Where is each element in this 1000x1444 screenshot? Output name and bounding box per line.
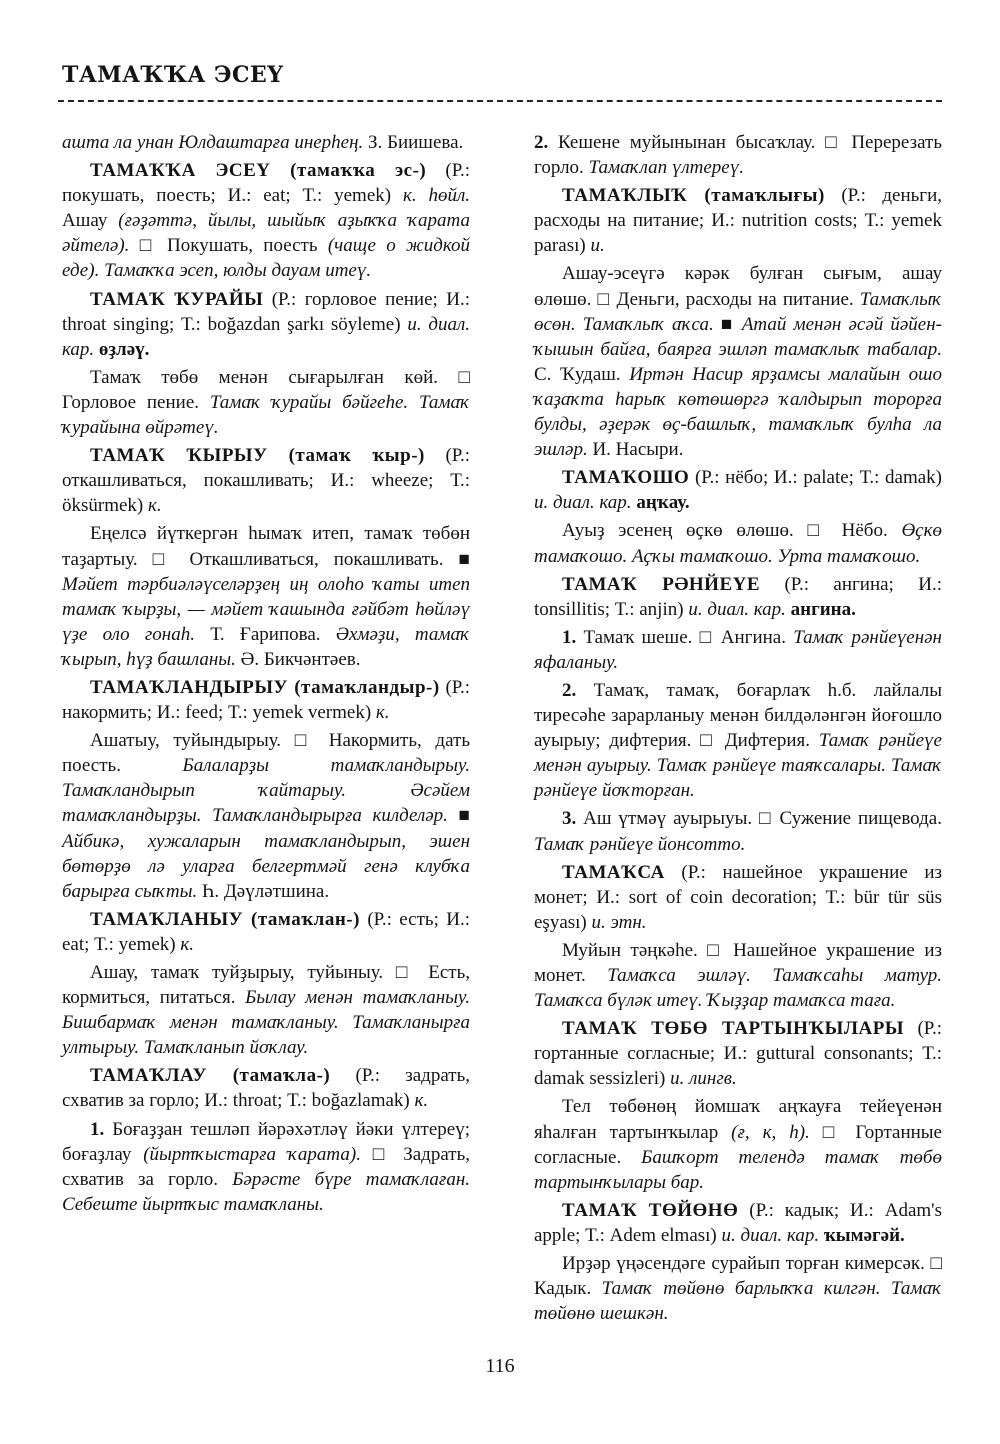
definition-text: Аш үтмәү ауырыуы. □ Сужение пищевода. <box>576 808 942 830</box>
example-text: и. лингв. <box>670 1068 737 1090</box>
example-text: Тамаҡ төйөнө барлыҡҡа килгән. Тамаҡ төйөнө шешкән. <box>534 1278 942 1325</box>
running-head: ТАМАҠҠА ЭСЕҮ <box>62 62 284 88</box>
headword: ТАМАҠЛАУ (тамаҡла-) <box>90 1065 331 1087</box>
example-text: и. <box>590 235 605 257</box>
headword: ТАМАҠҠА ЭСЕҮ (тамаҡҡа эс-) <box>90 160 427 182</box>
example-text: и. диал. кар. <box>688 598 786 620</box>
headword: ТАМАҠ ТӨБӨ ТАРТЫНҠЫЛАРЫ <box>562 1018 904 1040</box>
definition-text: З. Биишева. <box>363 132 464 153</box>
entry-paragraph <box>62 130 470 155</box>
definition-text: 2. <box>534 132 549 153</box>
example-text: Мәйет тәрбиәләүселәрҙең иң олоһо ҡаты итеп тамаҡ ҡырҙы, — мәйет ҡашында ғәйбәт һөйләү үҙе оло гонаһ. <box>62 573 470 645</box>
definition-text: аңҡау. <box>631 492 690 514</box>
definition-text: Тамаҡ шеше. □ Ангина. <box>576 626 794 648</box>
entry-paragraph <box>534 938 942 1013</box>
headword: ТАМАҠСА <box>562 861 665 883</box>
headword: ТАМАҠ РӘНЙЕҮЕ <box>562 573 761 595</box>
entry-paragraph <box>534 678 942 803</box>
entry-paragraph <box>534 1251 942 1326</box>
definition-text: (Р.: откашливаться, покашливать; И.: wheeze; Т.: öksürmek) <box>62 445 470 517</box>
example-text: и. этн. <box>591 911 647 933</box>
entry-paragraph <box>62 1117 470 1217</box>
definition-text: Муйын тәңкәһе. □ Нашейное украшение из монет. <box>534 939 942 986</box>
definition-text: 1. <box>562 626 577 648</box>
entry-paragraph <box>534 860 942 935</box>
entry-paragraph <box>62 728 470 904</box>
definition-text: Ашау-эсеүгә кәрәк булған сығым, ашау өлөшө. □ Деньги, расходы на питание. <box>534 263 942 310</box>
page-number: 116 <box>485 1355 515 1377</box>
definition-text: Ирҙәр үңәсендәге сурайып торған кимерсәк. □ Кадык. <box>534 1253 942 1300</box>
entry-paragraph <box>62 521 470 672</box>
entry-paragraph <box>534 1198 942 1248</box>
definition-text: Боғаҙҙан тешләп йәрәхәтләү йәки үлтереү; боғаҙлау <box>62 1118 470 1165</box>
definition-text: Ә. Бикчәнтәев. <box>235 648 361 670</box>
entry-paragraph <box>62 960 470 1060</box>
entry-paragraph <box>534 1094 942 1194</box>
definition-text: □ Покушать, поесть <box>129 235 328 257</box>
entry-paragraph <box>534 130 942 180</box>
example-text: Әхмәҙи, тамаҡ ҡырып, һүҙ башланы. <box>62 623 470 670</box>
example-text: Айбикә, хужаларын тамаҡландырып, эшен бөтөрҙө лә уларға белгертмәй генә клубҡа барырға сыҡты. <box>62 830 470 902</box>
definition-text: Ашау, тамаҡ туйҙырыу, туйыныу. □ Есть, кормиться, питаться. <box>62 962 470 1009</box>
definition-text: 2. <box>562 679 577 701</box>
example-text: (ғ, к, һ). <box>731 1121 810 1143</box>
entry-paragraph <box>534 261 942 462</box>
headword: ТАМАҠОШО <box>562 467 690 489</box>
definition-text: (Р.: горловое пение; И.: throat singing; Т.: boğazdan şarkı söyleme) <box>62 288 470 335</box>
definition-text: (Р.: накормить; И.: feed; Т.: yemek vermek) <box>62 676 470 724</box>
definition-text: Тамаҡ төбө менән сығарылған көй. □ Горловое пение. <box>62 366 470 413</box>
example-text: Тамаҡлап үлтереү. <box>588 157 744 179</box>
example-text: к. <box>180 933 195 955</box>
definition-text: ангина. <box>785 598 856 620</box>
example-text: Тамаҡса эшләү. Тамаҡсаһы матур. Тамаҡса бүләк итеү. Ҡыҙҙар тамаҡса таға. <box>534 965 943 1012</box>
definition-text: ■ <box>447 805 470 827</box>
definition-text: Еңелсә йүткергән һымаҡ итеп, тамаҡ төбөн таҙартыу. □ Откашливаться, покашливать. ■ <box>62 523 470 570</box>
example-text: Былау менән тамаҡланыу. Бишбармаҡ менән тамаҡланыу. Тамаҡланырға ултырыу. Тамаҡланып йоҡлау. <box>62 987 470 1059</box>
definition-text: (Р.: есть; И.: eat; Т.: yemek) <box>62 908 470 955</box>
example-text: (чаще о жидкой еде). Тамаҡҡа эсеп, юлды дауам итеү. <box>62 235 470 282</box>
entry-paragraph <box>534 518 942 568</box>
entry-paragraph <box>62 365 470 440</box>
headword: ТАМАҠЛАНДЫРЫУ (тамаҡландыр-) <box>90 676 440 698</box>
definition-text: Ашатыу, туйындырыу. □ Накормить, дать поесть. <box>62 730 470 777</box>
entry-paragraph <box>534 465 942 515</box>
example-text: Бәрәсте бүре тамаҡлаған. Себеште йыртҡыс тамаҡланы. <box>62 1168 470 1215</box>
definition-text: И. Насыри. <box>587 439 684 461</box>
example-text: (ғәҙәттә, йылы, шыйыҡ аҙыҡҡа ҡарата әйтелә). <box>62 210 470 257</box>
entry-paragraph <box>62 443 470 518</box>
definition-text: (Р.: покушать, поесть; И.: eat; Т.: yemek) <box>62 160 470 207</box>
example-text: Тамаҡ ҡурайы бәйгеһе. Тамаҡ ҡурайына өйрәтеү. <box>62 391 471 439</box>
entry-paragraph <box>534 625 942 675</box>
headword: ТАМАҠЛЫҠ (тамаҡлығы) <box>562 185 825 207</box>
headword: ТАМАҠЛАНЫУ (тамаҡлан-) <box>90 908 360 930</box>
definition-text: 3. <box>562 808 577 830</box>
example-text: Тамаҡ рәнйеүенән яфаланыу. <box>534 626 942 673</box>
definition-text: (Р.: ангина; И.: tonsillitis; Т.: anjin) <box>534 573 942 620</box>
example-text: Тамаҡ рәнйеүе йонсотто. <box>534 833 746 855</box>
example-text: и. диал. кар. <box>534 492 632 514</box>
entry-paragraph <box>534 1016 942 1091</box>
headword: ТАМАҠ ҠЫРЫУ (тамаҡ ҡыр-) <box>90 445 425 467</box>
definition-text: (Р.: нашейное украшение из монет; И.: sort of coin decoration; Т.: bür tür süs eşyası) <box>534 861 942 933</box>
entry-paragraph <box>62 907 470 957</box>
example-text: Өҫкө тамаҡошо. Аҫҡы тамаҡошо. Урта тамаҡошо. <box>534 520 942 567</box>
definition-text: Тел төбөнөң йомшаҡ аңҡауға тейеүенән яһалған тартынҡылар <box>534 1096 942 1143</box>
definition-text: Кешене муйынынан бысаҡлау. □ Перерезать горло. <box>534 132 942 179</box>
definition-text: Тамаҡ, тамаҡ, боғарлаҡ һ.б. лайлалы тиресәһе зарарланыу менән билдәләнгән йоғошло ауырыу; дифтерия. □ Дифтерия. <box>534 679 942 752</box>
entry-paragraph <box>62 287 470 362</box>
definition-text: (Р.: деньги, расходы на питание; И.: nutrition costs; Т.: yemek parası) <box>534 185 942 257</box>
definition-text: Т. Ғарипова. <box>194 623 336 645</box>
entry-paragraph <box>534 572 942 622</box>
example-text: к. һөйл. <box>402 185 470 207</box>
definition-text: ■ <box>713 313 742 335</box>
definition-text: ҡымәгәй. <box>819 1224 905 1246</box>
definition-text: □ Задрать, схватив за горло. <box>62 1143 470 1190</box>
example-text: Иртән Насир ярҙамсы малайын ошо ҡаҙаҡта һарыҡ көтөшөргә ҡалдырып торорға булды, әҙерәк өҫ-башлыҡ, тамаҡлыҡ булһа ла эшләр. <box>534 363 942 461</box>
example-text: (йыртҡыстарға ҡарата). <box>143 1143 361 1165</box>
entry-paragraph <box>62 1063 470 1113</box>
example-text: и. диал. кар. <box>721 1224 820 1246</box>
definition-text: өҙләү. <box>94 338 150 360</box>
example-text: к. <box>148 495 162 517</box>
definition-text: (Р.: нёбо; И.: palate; Т.: damak) <box>689 467 942 489</box>
definition-text: (Р.: кадык; И.: Adam's apple; Т.: Adem elması) <box>534 1199 942 1246</box>
entry-paragraph <box>534 806 942 856</box>
definition-text: Һ. Дәүләтшина. <box>197 880 330 902</box>
example-text: ашта ла унан Юлдаштарға инерһең. <box>62 132 364 153</box>
example-text: Атай менән әсәй йәйен-ҡышын байға, баярға эшләп тамаҡлыҡ табалар. <box>534 313 942 360</box>
left-column <box>62 130 470 1220</box>
definition-text: Ауыҙ эсенең өҫкө өлөшө. □ Нёбо. <box>562 520 902 542</box>
example-text: Тамаҡ рәнйеүе менән ауырыу. Тамаҡ рәнйеүе таяҡсалары. Тамаҡ рәнйеүе йоҡторған. <box>534 730 942 802</box>
definition-text: (Р.: задрать, схватив за горло; И.: throat; Т.: boğazlamak) <box>62 1065 470 1112</box>
definition-text: С. Ҡудаш. <box>534 363 630 385</box>
headword: ТАМАҠ ҠУРАЙЫ <box>90 288 264 310</box>
entry-paragraph <box>534 183 942 258</box>
headword: ТАМАҠ ТӨЙӨНӨ <box>562 1199 739 1221</box>
definition-text: 1. <box>90 1118 105 1140</box>
example-text: Башҡорт телендә тамаҡ төбө тартынҡылары бар. <box>534 1146 942 1193</box>
header-rule <box>58 100 942 102</box>
example-text: Балаларҙы тамаҡландырыу. Тамаҡландырып ҡайтарыу. Әсәйем тамаҡландырҙы. Тамаҡландырырға килделәр. <box>62 755 470 827</box>
definition-text: □ Гортанные согласные. <box>534 1121 942 1168</box>
example-text: Тамаҡлыҡ өсөн. Тамаҡлыҡ аҡса. <box>534 288 942 335</box>
example-text: к. <box>414 1090 429 1112</box>
entry-paragraph <box>62 158 470 283</box>
example-text: к. <box>375 702 390 724</box>
right-column <box>534 130 942 1329</box>
example-text: и. диал. кар. <box>62 313 470 360</box>
entry-paragraph <box>62 675 470 725</box>
definition-text: Ашау <box>62 210 119 232</box>
definition-text: (Р.: гортанные согласные; И.: guttural consonants; Т.: damak sessizleri) <box>534 1018 942 1090</box>
